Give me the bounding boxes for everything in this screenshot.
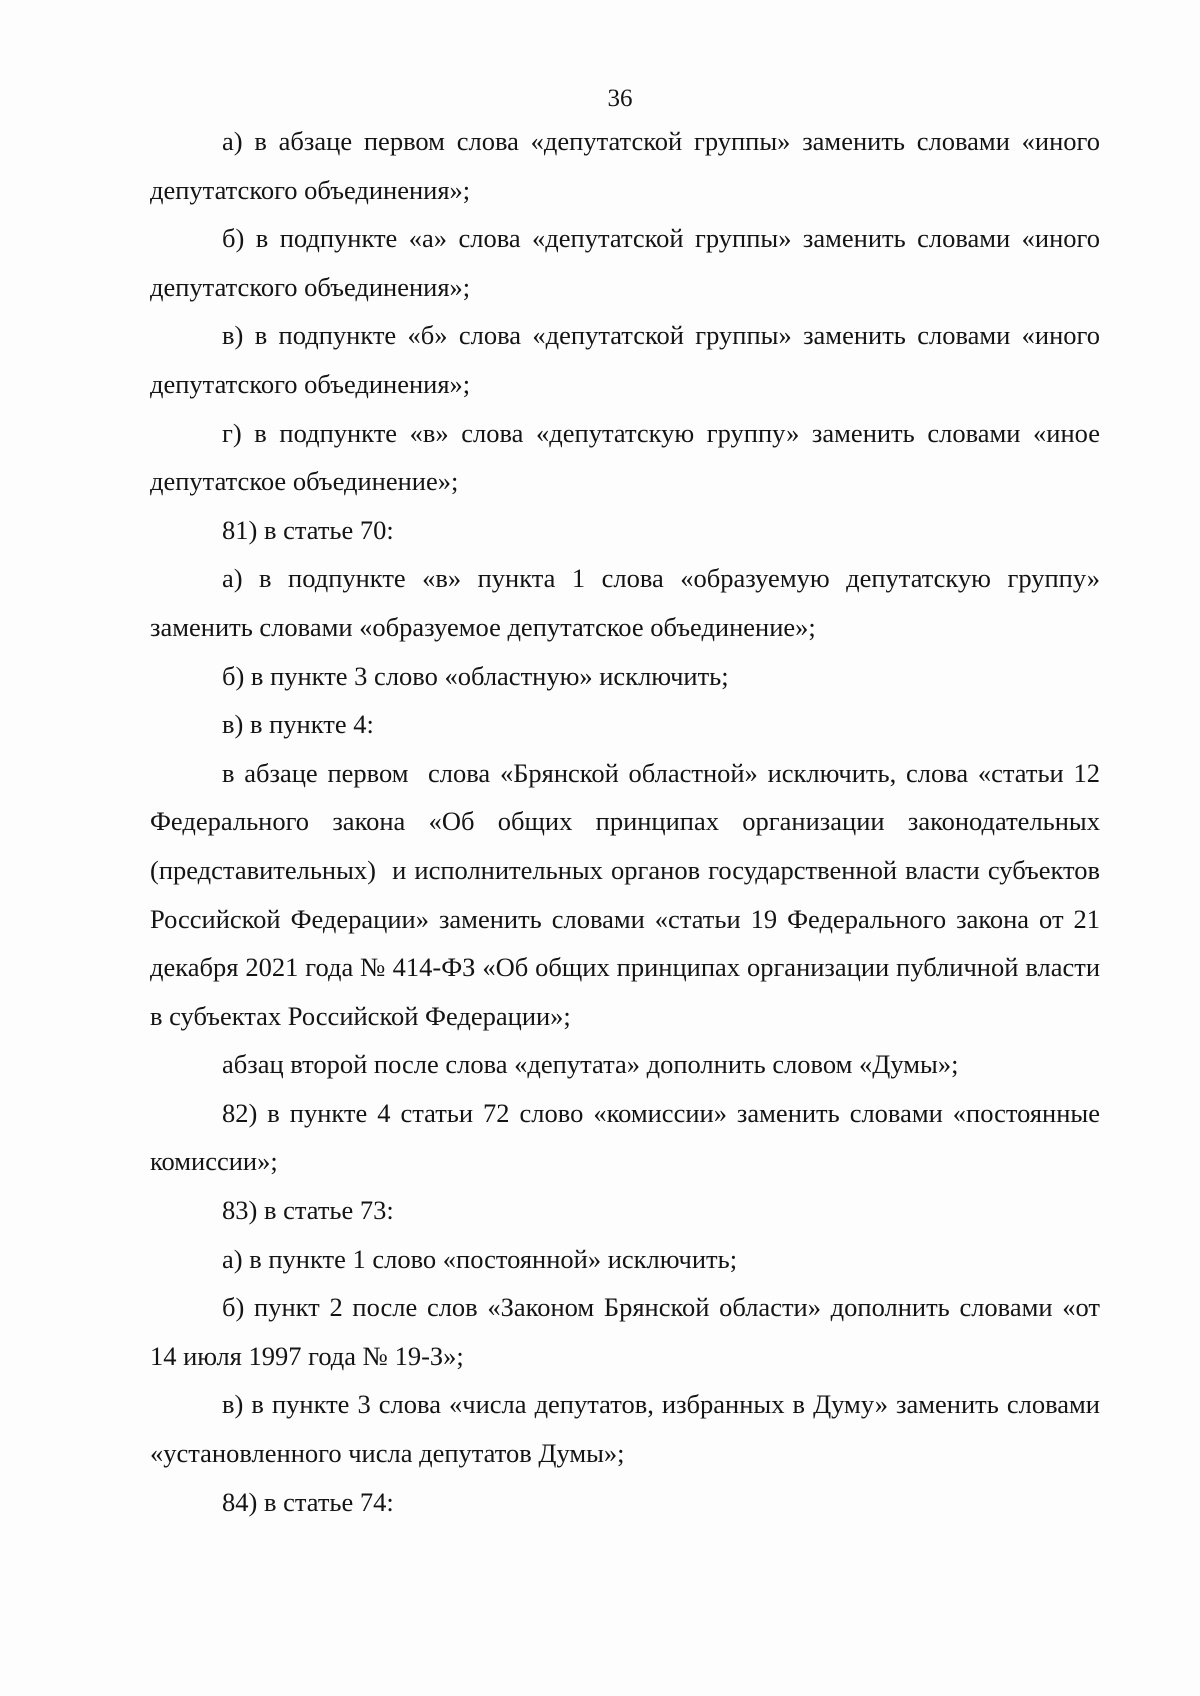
document-body — [150, 117, 1107, 1526]
paragraph-item-82: 82) в пункте 4 статьи 72 слово «комиссии» заменить словами «постоянные комиссии»; — [150, 1097, 1107, 1177]
paragraph-amendment-a-abzac-pervyj: а) в абзаце первом слова «депутатской группы» заменить словами «иного депутатского объединения»; — [150, 126, 1107, 205]
paragraph-81-a: а) в подпункте «в» пункта 1 слова «образуемую депутатскую группу» заменить словами «образуемое депутатское объединение»; — [150, 563, 1107, 642]
paragraph-83-a: а) в пункте 1 слово «постоянной» исключить; — [222, 1243, 738, 1274]
paragraph-81-v-abzac-pervyj: в абзаце первом слова «Брянской областной» исключить, слова «статьи 12 Федерального закона «Об общих принципах организации законодательных (представительных) и исполнительных органов государственной власти субъектов Российской Федерации» заменить словами «статьи 19 Федерального закона от 21 декабря 2021 года № 414-ФЗ «Об общих принципах организации публичной власти в субъектах Российской Федерации»; — [150, 757, 1107, 1031]
paragraph-81-v-abzac-vtoroj: абзац второй после слова «депутата» дополнить словом «Думы»; — [222, 1049, 959, 1080]
paragraph-item-83: 83) в статье 73: — [222, 1195, 394, 1226]
paragraph-amendment-v-podpunkt-b: в) в подпункте «б» слова «депутатской группы» заменить словами «иного депутатского объединения»; — [150, 320, 1107, 399]
paragraph-83-b: б) пункт 2 после слов «Законом Брянской области» дополнить словами «от 14 июля 1997 года № 19-З»; — [150, 1292, 1107, 1371]
paragraph-amendment-b-podpunkt-a: б) в подпункте «а» слова «депутатской группы» заменить словами «иного депутатского объединения»; — [150, 223, 1107, 302]
paragraph-amendment-g-podpunkt-v: г) в подпункте «в» слова «депутатскую группу» заменить словами «иное депутатское объединение»; — [150, 417, 1107, 497]
paragraph-81-b: б) в пункте 3 слово «областную» исключить; — [222, 660, 729, 691]
page-number: 36 — [607, 85, 633, 112]
paragraph-81-v: в) в пункте 4: — [222, 709, 374, 740]
paragraph-item-84: 84) в статье 74: — [222, 1486, 394, 1517]
paragraph-item-81: 81) в статье 70: — [222, 514, 394, 545]
paragraph-83-v: в) в пункте 3 слова «числа депутатов, избранных в Думу» заменить словами «установленного числа депутатов Думы»; — [150, 1389, 1107, 1469]
